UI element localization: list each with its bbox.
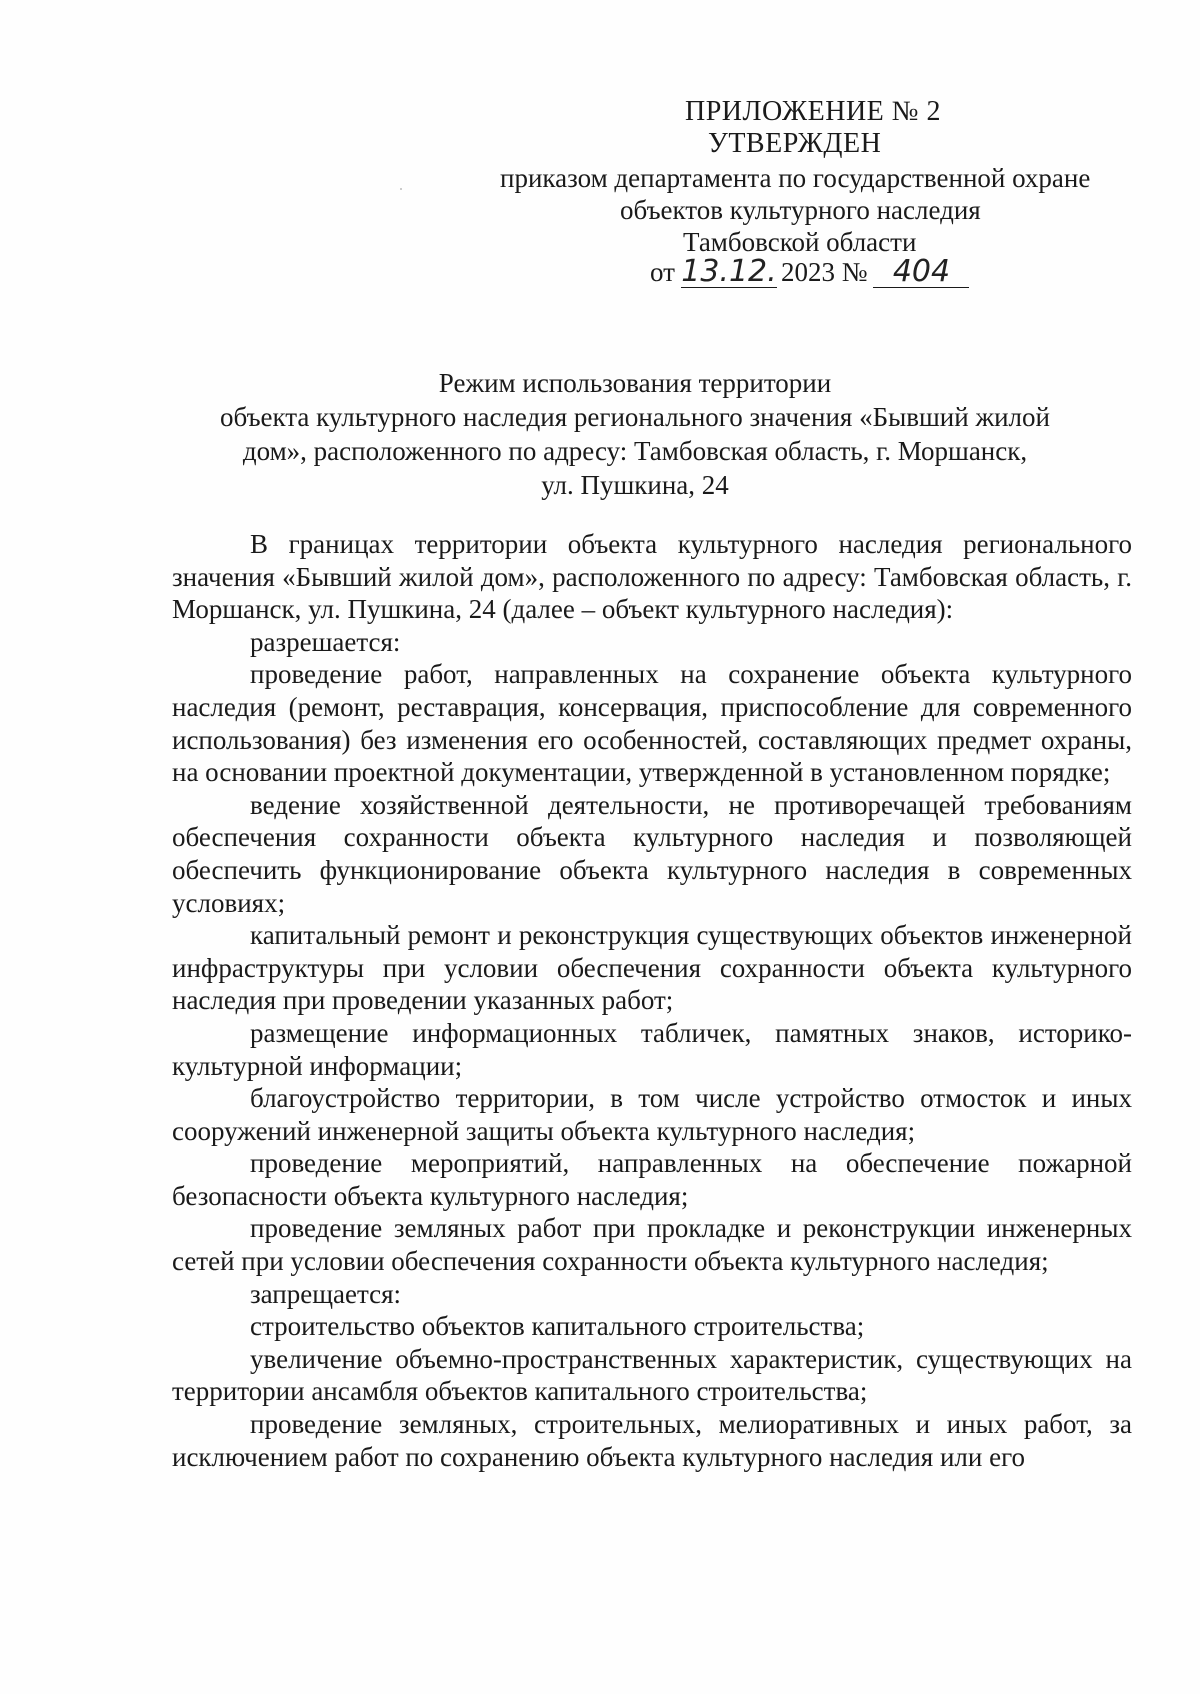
order-line-3: Тамбовской области bbox=[683, 227, 917, 257]
allowed-label: разрешается: bbox=[250, 626, 401, 657]
title-line-2: объекта культурного наследия регионального значения «Бывший жилой bbox=[220, 402, 1050, 432]
forbidden-item: строительство объектов капитального строительства; bbox=[250, 1311, 865, 1342]
order-date-line bbox=[650, 256, 969, 288]
title-line-1: Режим использования территории bbox=[438, 368, 832, 398]
intro-paragraph: В границах территории объекта культурного наследия регионального значения «Бывший жилой дом», расположенного по адресу: Тамбовская область, г. Моршанск, ул. Пушкина, 24 (далее – объект культурного наследия): bbox=[172, 529, 1132, 625]
forbidden-label: запрещается: bbox=[250, 1278, 402, 1309]
order-year: 2023 № bbox=[780, 257, 868, 287]
document-title bbox=[150, 366, 1120, 502]
forbidden-item: проведение земляных, строительных, мелиоративных и иных работ, за исключением работ по сохранению объекта культурного наследия или его bbox=[172, 1409, 1132, 1472]
allowed-item: проведение земляных работ при прокладке и реконструкции инженерных сетей при условии обеспечения сохранности объекта культурного наследия; bbox=[172, 1213, 1132, 1277]
date-prefix: от bbox=[650, 257, 675, 287]
forbidden-item: увеличение объемно-пространственных характеристик, существующих на территории ансамбля объектов капитального строительства; bbox=[172, 1343, 1132, 1407]
appendix-number: ПРИЛОЖЕНИЕ № 2 bbox=[685, 96, 941, 127]
allowed-item: размещение информационных табличек, памятных знаков, историко-культурной информации; bbox=[172, 1017, 1132, 1081]
allowed-item: ведение хозяйственной деятельности, не противоречащей требованиям обеспечения сохранности объекта культурного наследия и позволяющей обеспечить функционирование объекта культурного наследия в современных условиях; bbox=[172, 789, 1132, 918]
allowed-item: благоустройство территории, в том числе устройство отмосток и иных сооружений инженерной защиты объекта культурного наследия; bbox=[172, 1083, 1132, 1146]
allowed-item: проведение мероприятий, направленных на обеспечение пожарной безопасности объекта культурного наследия; bbox=[172, 1148, 1132, 1211]
document-body bbox=[172, 528, 1132, 1473]
scan-speck bbox=[400, 188, 402, 190]
order-line-2: объектов культурного наследия bbox=[620, 195, 981, 225]
allowed-item: капитальный ремонт и реконструкция существующих объектов инженерной инфраструктуры при условии обеспечения сохранности объекта культурного наследия при проведении указанных работ; bbox=[172, 920, 1132, 1016]
order-line-1: приказом департамента по государственной охране bbox=[500, 163, 1091, 193]
title-line-4: ул. Пушкина, 24 bbox=[541, 470, 729, 500]
handwritten-order-number: 404 bbox=[873, 257, 969, 288]
approved-stamp-text: УТВЕРЖДЕН bbox=[708, 128, 882, 159]
allowed-item: проведение работ, направленных на сохранение объекта культурного наследия (ремонт, реставрация, консервация, приспособление для современного использования) без изменения его особенностей, составляющих предмет охраны, на основании проектной документации, утвержденной в установленном порядке; bbox=[172, 659, 1132, 788]
handwritten-date: 13.12. bbox=[681, 254, 777, 289]
title-line-3: дом», расположенного по адресу: Тамбовская область, г. Моршанск, bbox=[242, 436, 1028, 466]
